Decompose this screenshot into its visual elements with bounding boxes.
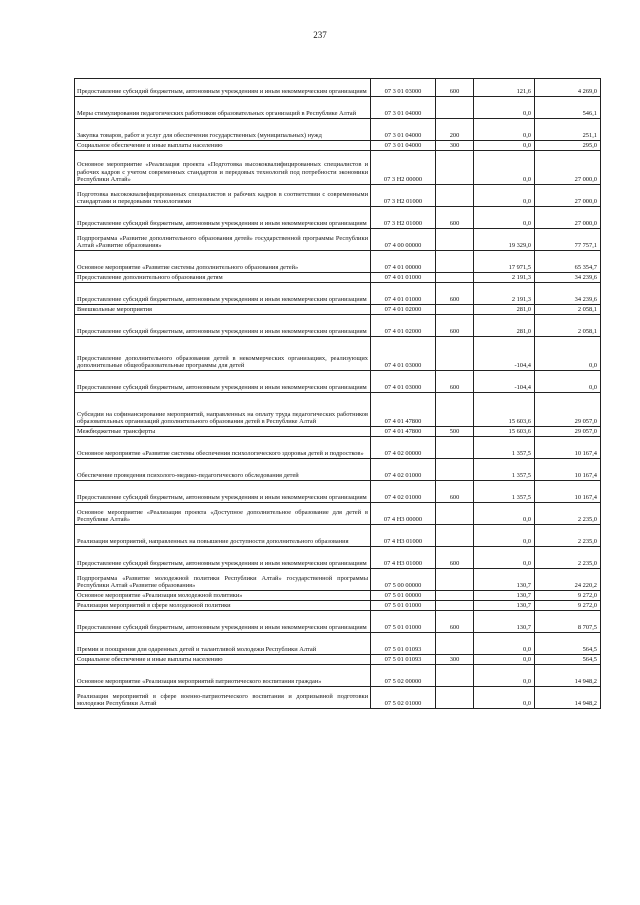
row-amount-total: 29 057,0	[535, 427, 601, 437]
row-name: Закупка товаров, работ и услуг для обеспечения государственных (муниципальных) нужд	[75, 119, 371, 141]
row-amount-change: 2 191,3	[474, 283, 535, 305]
row-code: 07 4 01 03000	[371, 371, 436, 393]
row-amount-change: 0,0	[474, 141, 535, 151]
row-amount-change: 130,7	[474, 601, 535, 611]
table-row	[75, 393, 601, 427]
row-amount-change: 0,0	[474, 525, 535, 547]
row-code: 07 4 01 01000	[371, 273, 436, 283]
row-amount-change: 130,7	[474, 569, 535, 591]
row-amount-change: 0,0	[474, 97, 535, 119]
row-expense-type	[436, 229, 474, 251]
row-amount-total: 27 000,0	[535, 207, 601, 229]
row-amount-change: 15 603,6	[474, 427, 535, 437]
table-row	[75, 459, 601, 481]
row-expense-type: 500	[436, 427, 474, 437]
row-amount-total: 14 948,2	[535, 665, 601, 687]
row-amount-total: 2 235,0	[535, 525, 601, 547]
row-amount-total: 564,5	[535, 633, 601, 655]
row-name: Предоставление субсидий бюджетным, автономным учреждениям и иным некоммерческим организациям	[75, 611, 371, 633]
row-expense-type: 600	[436, 79, 474, 97]
row-amount-change: 0,0	[474, 151, 535, 185]
row-code: 07 4 02 00000	[371, 437, 436, 459]
row-amount-total: 251,1	[535, 119, 601, 141]
row-code: 07 5 01 01093	[371, 633, 436, 655]
row-expense-type	[436, 687, 474, 709]
row-expense-type: 300	[436, 655, 474, 665]
row-amount-total: 65 354,7	[535, 251, 601, 273]
row-expense-type: 600	[436, 547, 474, 569]
row-amount-change: 15 603,6	[474, 393, 535, 427]
table-row	[75, 185, 601, 207]
table-row	[75, 427, 601, 437]
row-code: 07 5 01 01093	[371, 655, 436, 665]
row-code: 07 4 00 00000	[371, 229, 436, 251]
row-amount-change: 17 971,5	[474, 251, 535, 273]
table-row	[75, 665, 601, 687]
row-amount-change: 130,7	[474, 611, 535, 633]
table-row	[75, 601, 601, 611]
table-row	[75, 305, 601, 315]
row-expense-type	[436, 273, 474, 283]
row-expense-type: 600	[436, 283, 474, 305]
row-amount-total: 10 167,4	[535, 437, 601, 459]
row-amount-change: 281,0	[474, 305, 535, 315]
row-amount-total: 2 235,0	[535, 503, 601, 525]
row-amount-total: 0,0	[535, 337, 601, 371]
row-amount-change: -104,4	[474, 371, 535, 393]
row-amount-total: 2 058,1	[535, 315, 601, 337]
row-amount-change: 0,0	[474, 665, 535, 687]
table-row	[75, 251, 601, 273]
row-expense-type	[436, 665, 474, 687]
row-name: Субсидии на софинансирование мероприятий, направленных на оплату труда педагогических работников образовательных организаций дополнительного образования детей в Республике Алтай	[75, 393, 371, 427]
row-expense-type: 200	[436, 119, 474, 141]
row-expense-type	[436, 633, 474, 655]
row-name: Предоставление дополнительного образования детям	[75, 273, 371, 283]
row-amount-total: 14 948,2	[535, 687, 601, 709]
table-row	[75, 273, 601, 283]
table-body	[75, 79, 601, 709]
row-code: 07 5 01 00000	[371, 591, 436, 601]
row-name: Предоставление дополнительного образования детей в некоммерческих организациях, реализующих дополнительные общеобразовательные программы для детей	[75, 337, 371, 371]
table-row	[75, 283, 601, 305]
row-code: 07 3 Н2 01000	[371, 207, 436, 229]
row-expense-type	[436, 305, 474, 315]
row-amount-total: 34 239,6	[535, 283, 601, 305]
row-amount-change: 0,0	[474, 207, 535, 229]
table-row	[75, 655, 601, 665]
row-name: Подготовка высококвалифицированных специалистов и рабочих кадров в соответствии с современными стандартами и передовыми технологиями	[75, 185, 371, 207]
row-amount-total: 24 220,2	[535, 569, 601, 591]
page-number: 237	[313, 30, 327, 40]
row-expense-type	[436, 601, 474, 611]
row-name: Внешкольные мероприятия	[75, 305, 371, 315]
row-amount-total: 0,0	[535, 371, 601, 393]
row-expense-type	[436, 251, 474, 273]
row-name: Основное мероприятие «Развитие системы дополнительного образования детей»	[75, 251, 371, 273]
row-amount-change: 0,0	[474, 655, 535, 665]
row-code: 07 4 01 02000	[371, 315, 436, 337]
row-name: Основное мероприятие «Реализация мероприятий патриотического воспитания граждан»	[75, 665, 371, 687]
row-code: 07 3 01 04000	[371, 97, 436, 119]
table-row	[75, 337, 601, 371]
row-expense-type: 600	[436, 481, 474, 503]
table-row	[75, 79, 601, 97]
row-name: Основное мероприятие «Реализация проекта «Доступное дополнительное образование для детей в Республике Алтай»	[75, 503, 371, 525]
row-code: 07 4 01 00000	[371, 251, 436, 273]
row-amount-total: 10 167,4	[535, 459, 601, 481]
row-expense-type	[436, 591, 474, 601]
row-expense-type	[436, 185, 474, 207]
row-amount-total: 34 239,6	[535, 273, 601, 283]
row-amount-total: 9 272,0	[535, 591, 601, 601]
row-amount-total: 295,0	[535, 141, 601, 151]
row-amount-total: 29 057,0	[535, 393, 601, 427]
row-amount-total: 2 235,0	[535, 547, 601, 569]
row-expense-type	[436, 437, 474, 459]
row-amount-change: 2 191,3	[474, 273, 535, 283]
row-amount-total: 27 000,0	[535, 185, 601, 207]
row-code: 07 4 Н3 00000	[371, 503, 436, 525]
row-expense-type	[436, 337, 474, 371]
row-name: Предоставление субсидий бюджетным, автономным учреждениям и иным некоммерческим организациям	[75, 371, 371, 393]
row-name: Реализация мероприятий, направленных на повышение доступности дополнительного образования	[75, 525, 371, 547]
row-name: Основное мероприятие «Реализация проекта «Подготовка высококвалифицированных специалистов и рабочих кадров с учетом современных стандартов и передовых технологий под потребности экономики Республики Алтай»	[75, 151, 371, 185]
row-name: Реализация мероприятий в сфере молодежной политики	[75, 601, 371, 611]
row-name: Межбюджетные трансферты	[75, 427, 371, 437]
row-code: 07 4 01 01000	[371, 283, 436, 305]
row-amount-change: 1 357,5	[474, 459, 535, 481]
row-expense-type	[436, 151, 474, 185]
table-row	[75, 437, 601, 459]
row-code: 07 5 00 00000	[371, 569, 436, 591]
row-name: Предоставление субсидий бюджетным, автономным учреждениям и иным некоммерческим организациям	[75, 207, 371, 229]
row-amount-total: 10 167,4	[535, 481, 601, 503]
row-name: Премии и поощрения для одаренных детей и талантливой молодежи Республики Алтай	[75, 633, 371, 655]
table-row	[75, 481, 601, 503]
row-amount-total: 4 269,0	[535, 79, 601, 97]
row-name: Предоставление субсидий бюджетным, автономным учреждениям и иным некоммерческим организациям	[75, 547, 371, 569]
table-row	[75, 151, 601, 185]
row-code: 07 3 01 04000	[371, 141, 436, 151]
row-expense-type: 600	[436, 371, 474, 393]
table-row	[75, 207, 601, 229]
row-amount-total: 77 757,1	[535, 229, 601, 251]
row-expense-type	[436, 459, 474, 481]
row-amount-change: 130,7	[474, 591, 535, 601]
row-amount-change: 0,0	[474, 503, 535, 525]
row-name: Предоставление субсидий бюджетным, автономным учреждениям и иным некоммерческим организациям	[75, 79, 371, 97]
row-amount-total: 564,5	[535, 655, 601, 665]
row-amount-total: 27 000,0	[535, 151, 601, 185]
row-name: Реализация мероприятий в сфере военно-патриотического воспитания и допризывной подготовки молодежи Республики Алтай	[75, 687, 371, 709]
table-row	[75, 97, 601, 119]
table-row	[75, 119, 601, 141]
row-code: 07 4 01 47800	[371, 427, 436, 437]
row-expense-type	[436, 569, 474, 591]
row-amount-change: 19 329,0	[474, 229, 535, 251]
row-name: Основное мероприятие «Реализация молодежной политики»	[75, 591, 371, 601]
row-amount-change: 0,0	[474, 119, 535, 141]
row-code: 07 4 01 03000	[371, 337, 436, 371]
table-row	[75, 611, 601, 633]
row-name: Социальное обеспечение и иные выплаты населению	[75, 655, 371, 665]
table-row	[75, 569, 601, 591]
row-amount-change: -104,4	[474, 337, 535, 371]
row-name: Основное мероприятие «Развитие системы обеспечения психологического здоровья детей и подростков»	[75, 437, 371, 459]
row-name: Меры стимулирования педагогических работников образовательных организаций в Республике Алтай	[75, 97, 371, 119]
row-code: 07 4 Н3 01000	[371, 547, 436, 569]
table-row	[75, 525, 601, 547]
row-name: Обеспечение проведения психолого-медико-педагогического обследования детей	[75, 459, 371, 481]
table-row	[75, 547, 601, 569]
row-amount-change: 0,0	[474, 633, 535, 655]
row-expense-type: 600	[436, 611, 474, 633]
row-expense-type	[436, 97, 474, 119]
row-code: 07 5 01 01000	[371, 601, 436, 611]
row-code: 07 4 02 01000	[371, 459, 436, 481]
row-name: Подпрограмма «Развитие дополнительного образования детей» государственной программы Республики Алтай «Развитие образования»	[75, 229, 371, 251]
table-row	[75, 591, 601, 601]
row-amount-change: 0,0	[474, 185, 535, 207]
row-expense-type: 300	[436, 141, 474, 151]
row-expense-type	[436, 503, 474, 525]
table-row	[75, 503, 601, 525]
table-row	[75, 687, 601, 709]
row-code: 07 4 01 47800	[371, 393, 436, 427]
row-name: Подпрограмма «Развитие молодежной политики Республики Алтай» государственной программы Республики Алтай «Развитие образования»	[75, 569, 371, 591]
row-name: Предоставление субсидий бюджетным, автономным учреждениям и иным некоммерческим организациям	[75, 315, 371, 337]
table-row	[75, 141, 601, 151]
row-code: 07 4 Н3 01000	[371, 525, 436, 547]
table-row	[75, 315, 601, 337]
row-code: 07 3 01 03000	[371, 79, 436, 97]
table-row	[75, 229, 601, 251]
row-expense-type	[436, 393, 474, 427]
row-amount-change: 1 357,5	[474, 481, 535, 503]
row-code: 07 5 02 00000	[371, 665, 436, 687]
row-amount-total: 8 707,5	[535, 611, 601, 633]
row-name: Предоставление субсидий бюджетным, автономным учреждениям и иным некоммерческим организациям	[75, 481, 371, 503]
row-expense-type	[436, 525, 474, 547]
row-expense-type: 600	[436, 207, 474, 229]
row-name: Предоставление субсидий бюджетным, автономным учреждениям и иным некоммерческим организациям	[75, 283, 371, 305]
table-row	[75, 371, 601, 393]
row-code: 07 5 02 01000	[371, 687, 436, 709]
row-code: 07 3 01 04000	[371, 119, 436, 141]
budget-table	[74, 78, 601, 709]
row-amount-change: 0,0	[474, 547, 535, 569]
row-amount-change: 0,0	[474, 687, 535, 709]
row-amount-change: 281,0	[474, 315, 535, 337]
row-code: 07 3 Н2 00000	[371, 151, 436, 185]
row-amount-change: 1 357,5	[474, 437, 535, 459]
table-row	[75, 633, 601, 655]
row-amount-total: 2 058,1	[535, 305, 601, 315]
row-code: 07 4 02 01000	[371, 481, 436, 503]
row-code: 07 4 01 02000	[371, 305, 436, 315]
row-amount-total: 9 272,0	[535, 601, 601, 611]
row-code: 07 5 01 01000	[371, 611, 436, 633]
row-expense-type: 600	[436, 315, 474, 337]
row-code: 07 3 Н2 01000	[371, 185, 436, 207]
row-amount-total: 546,1	[535, 97, 601, 119]
row-amount-change: 121,6	[474, 79, 535, 97]
row-name: Социальное обеспечение и иные выплаты населению	[75, 141, 371, 151]
